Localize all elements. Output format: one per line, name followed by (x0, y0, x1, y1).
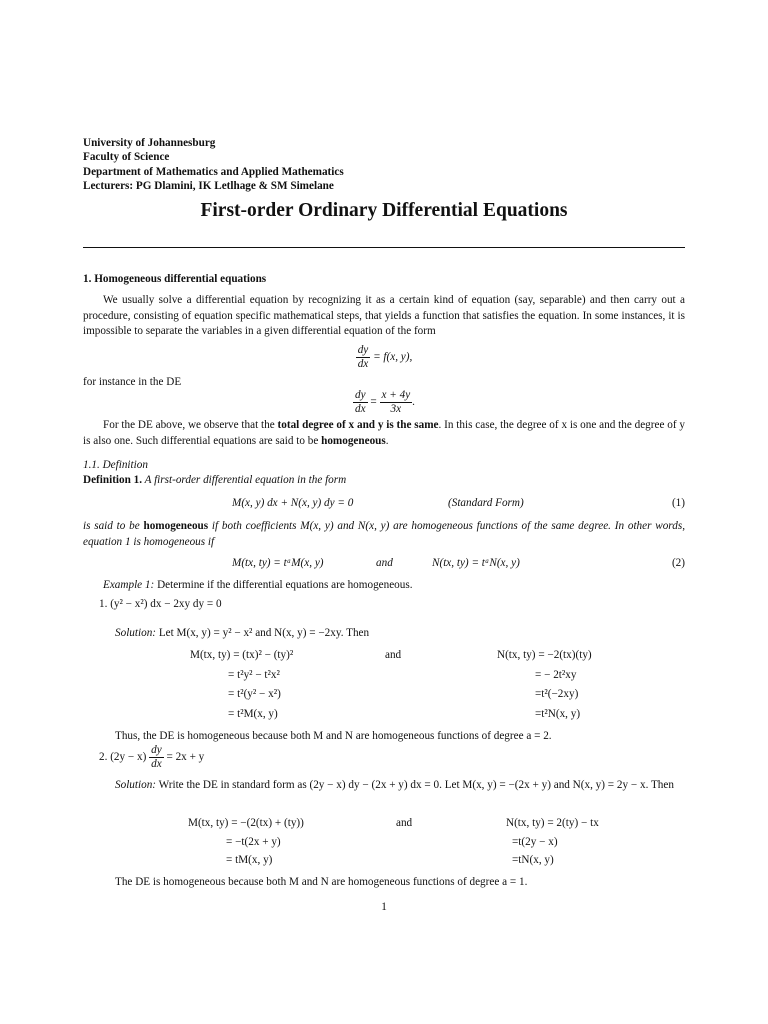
solution-1-line: = t²(y² − x²) (228, 688, 281, 700)
solution-1-right-line: =t²(−2xy) (535, 688, 579, 700)
degree-paragraph: For the DE above, we observe that the total degree of x and y is the same. In this case, the degree of x is one and the degree of y is also one. Such differential equations are said to be homogeneous. (83, 419, 685, 447)
solution-2-intro: Solution: Write the DE in standard form as (2y − x) dy − (2x + y) dx = 0. Let M(x, y) = −(2x + y) and N(x, y) = 2y − x. Then (115, 779, 674, 791)
fraction: $\frac{dy}{dx}$ (357, 344, 369, 370)
solution-2-right-line: =t(2y − x) (512, 836, 558, 848)
solution-1-line: = t²M(x, y) (228, 708, 278, 720)
example-item-1: 1. (y² − x²) dx − 2xy dy = 0 (99, 598, 222, 610)
definition-subheading: 1.1. Definition (83, 459, 148, 471)
solution-1-right-line: = − 2t²xy (535, 669, 577, 681)
department-name: Department of Mathematics and Applied Mathematics (83, 166, 344, 178)
example-item-2: 2. (2y − x) $\frac{dy}{dx}$ = 2x + y (99, 744, 205, 770)
fraction: $\frac{dy}{dx}$ (355, 389, 366, 415)
definition-body: is said to be homogeneous if both coefficients M(x, y) and N(x, y) are homogeneous functions of the same degree. In other words, equation 1 is homogeneous if (83, 520, 685, 548)
fraction: $\frac{dy}{dx}$ (151, 744, 162, 770)
title-rule (83, 247, 685, 248)
solution-2-line: = tM(x, y) (226, 854, 273, 866)
solution-1-right-line: =t²N(x, y) (535, 708, 581, 720)
equation-number-2: (2) (671, 557, 685, 569)
solution-1-right-line: N(tx, ty) = −2(tx)(ty) (497, 649, 592, 661)
equation-2-and: and (376, 557, 393, 569)
solution-1-and: and (385, 649, 402, 661)
section-heading: 1. Homogeneous differential equations (83, 273, 267, 285)
solution-2-line: M(tx, ty) = −(2(tx) + (ty)) (188, 817, 304, 829)
example-equation: $\frac{dy}{dx}$ = $\frac{x + 4y}{3x}$ . (355, 389, 415, 415)
solution-2-right-line: N(tx, ty) = 2(ty) − tx (506, 817, 599, 829)
equation-2-left: M(tx, ty) = tᵃM(x, y) (232, 557, 324, 569)
solution-1-line: = t²y² − t²x² (228, 669, 280, 681)
page-number: 1 (381, 901, 387, 913)
university-name: University of Johannesburg (83, 137, 216, 149)
page-title: First-order Ordinary Differential Equations (200, 200, 568, 221)
faculty-name: Faculty of Science (83, 151, 170, 163)
general-equation: $\frac{dy}{dx}$ = f(x, y), (357, 344, 413, 370)
equation-2-right: N(tx, ty) = tᵃN(x, y) (432, 557, 520, 569)
solution-1-conclusion: Thus, the DE is homogeneous because both M and N are homogeneous functions of degree a = 2. (115, 730, 552, 742)
intro-paragraph: We usually solve a differential equation by recognizing it as a certain kind of equation (say, separable) and then carry out a procedure, consisting of equation specific mathematical steps, that yields a function that satisfies the equation. In some instances, it is impossible to separate the variables in a given differential equation of the form (83, 294, 685, 337)
definition-intro: Definition 1. A first-order differential equation in the form (83, 474, 347, 486)
for-instance-text: for instance in the DE (83, 376, 182, 388)
solution-1-intro: Solution: Let M(x, y) = y² − x² and N(x, y) = −2xy. Then (115, 627, 370, 639)
solution-2-conclusion: The DE is homogeneous because both M and N are homogeneous functions of degree a = 1. (115, 876, 528, 888)
solution-2-and: and (396, 817, 413, 829)
equation-number-1: (1) (671, 497, 685, 509)
solution-2-line: = −t(2x + y) (226, 836, 281, 848)
solution-1-line: M(tx, ty) = (tx)² − (ty)² (190, 649, 294, 661)
fraction: $\frac{x + 4y}{3x}$ (381, 389, 411, 415)
solution-2-right-line: =tN(x, y) (512, 854, 554, 866)
equation-1: M(x, y) dx + N(x, y) dy = 0 (232, 497, 354, 509)
lecturers-line: Lecturers: PG Dlamini, IK Letlhage & SM Simelane (83, 180, 334, 192)
example-intro: Example 1: Determine if the differential equations are homogeneous. (103, 579, 413, 591)
standard-form-note: (Standard Form) (448, 497, 524, 509)
